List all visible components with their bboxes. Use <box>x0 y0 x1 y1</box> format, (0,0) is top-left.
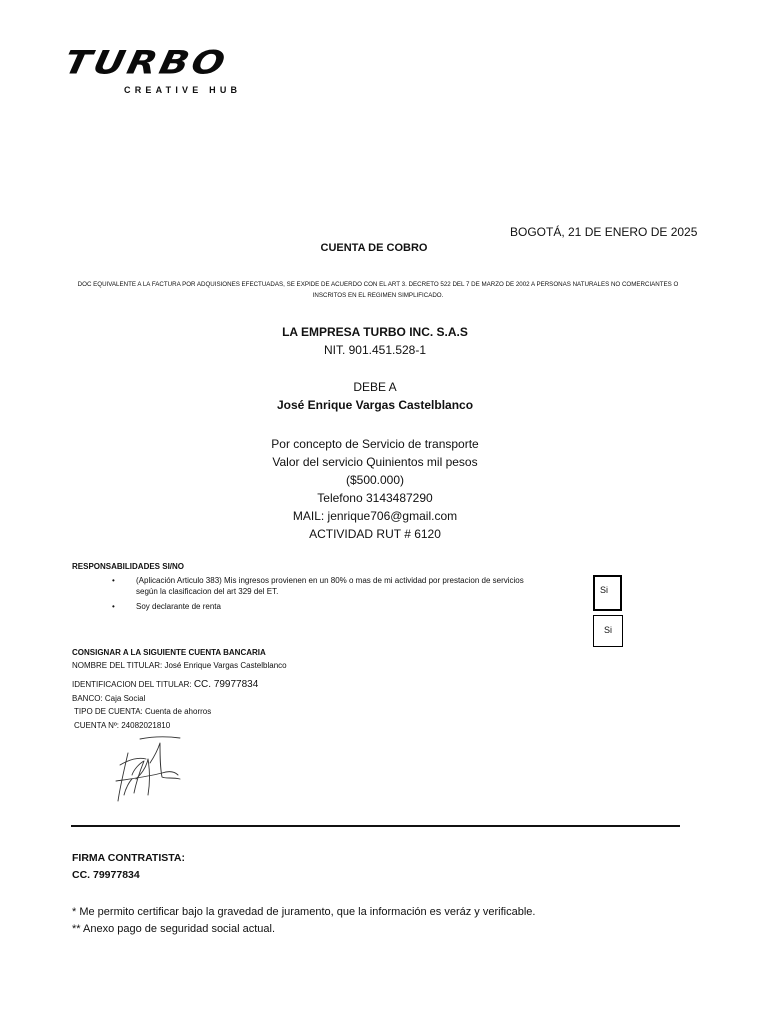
concept-email: MAIL: jenrique706@gmail.com <box>292 509 458 523</box>
document-title: CUENTA DE COBRO <box>320 242 428 254</box>
responsibilities-title: RESPONSABILIDADES SI/NO <box>72 562 185 571</box>
bank-name: BANCO: Caja Social <box>72 694 146 703</box>
document-date: BOGOTÁ, 21 DE ENERO DE 2025 <box>510 225 698 239</box>
account-number: CUENTA Nº: 24082021810 <box>74 721 171 730</box>
bank-section-title: CONSIGNAR A LA SIGUIENTE CUENTA BANCARIA <box>72 648 266 657</box>
debtor-company: LA EMPRESA TURBO INC. S.A.S <box>282 325 468 339</box>
contractor-signature-block <box>72 850 185 884</box>
debe-label: DEBE A <box>353 380 397 394</box>
handwritten-signature <box>110 735 190 805</box>
holder-id-label: IDENTIFICACION DEL TITULAR: <box>72 680 192 689</box>
service-concept <box>0 435 750 543</box>
holder-id-value: CC. 79977834 <box>193 679 259 690</box>
concept-amount: ($500.000) <box>345 473 405 487</box>
answer-box-declarante: Si <box>593 615 623 647</box>
legal-line-2: INSCRITOS EN EL REGIMEN SIMPLIFICADO. <box>312 292 444 299</box>
bullet-icon: • <box>112 602 115 611</box>
certification-note: * Me permito certificar bajo la gravedad de juramento, que la información es veráz y verificable. <box>72 906 536 918</box>
concept-rut: ACTIVIDAD RUT # 6120 <box>309 527 441 541</box>
concept-phone: Telefono 3143487290 <box>317 491 433 505</box>
concept-value: Valor del servicio Quinientos mil pesos <box>272 455 478 469</box>
creditor-name: José Enrique Vargas Castelblanco <box>276 398 474 412</box>
concept-line: Por concepto de Servicio de transporte <box>271 437 479 451</box>
responsibility-text: Soy declarante de renta <box>136 602 221 611</box>
responsibility-text: (Aplicación Articulo 383) Mis ingresos provienen en un 80% o mas de mi actividad por prestacion de servicios <box>136 576 524 585</box>
social-security-note: ** Anexo pago de seguridad social actual. <box>72 923 276 935</box>
signature-label: FIRMA CONTRATISTA: <box>72 852 185 864</box>
responsibility-text: según la clasificacion del art 329 del ET. <box>136 587 279 596</box>
answer-box-article-383: Si <box>593 575 622 611</box>
footer-notes <box>72 904 535 938</box>
signature-cc: CC. 79977834 <box>72 869 140 881</box>
list-item <box>112 575 587 597</box>
holder-id <box>72 679 258 690</box>
legal-line-1: DOC EQUIVALENTE A LA FACTURA POR ADQUISIONES EFECTUADAS, SE EXPIDE DE ACUERDO CON EL ART 3. DECRETO 522 DEL 7 DE MARZO DE 2002 A PERSONAS NATURALES NO COMERCIANTES O <box>77 281 679 288</box>
turbo-logo: TURBO <box>60 43 232 82</box>
legal-notice <box>72 279 684 301</box>
bullet-icon: • <box>112 576 115 585</box>
logo-tagline: CREATIVE HUB <box>124 85 242 95</box>
responsibilities-list <box>112 575 587 616</box>
list-item <box>112 601 587 612</box>
account-type: TIPO DE CUENTA: Cuenta de ahorros <box>74 707 212 716</box>
debtor-nit: NIT. 901.451.528-1 <box>323 343 427 357</box>
signature-line <box>71 825 680 827</box>
account-holder: NOMBRE DEL TITULAR: José Enrique Vargas Castelblanco <box>72 661 287 670</box>
